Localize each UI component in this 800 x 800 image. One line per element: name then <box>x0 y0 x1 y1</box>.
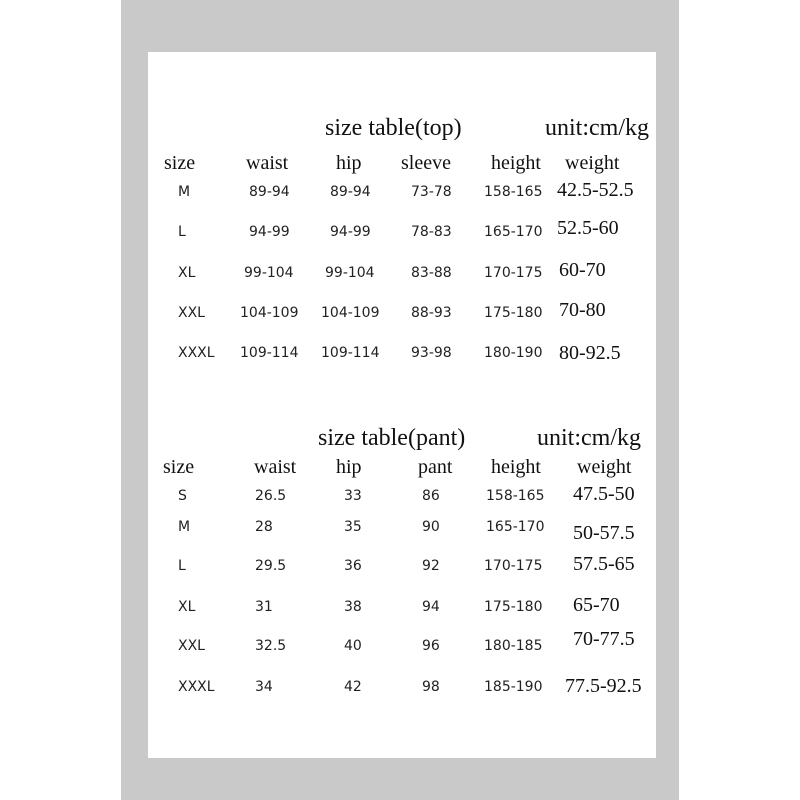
top-cell-size: XXL <box>178 305 205 321</box>
top-cell-size: XL <box>178 265 196 281</box>
pant-table-title: size table(pant) <box>318 425 466 451</box>
pant-cell-height: 175-180 <box>484 599 543 615</box>
pant-header-pant: pant <box>418 456 453 478</box>
top-cell-height: 175-180 <box>484 305 543 321</box>
top-cell-waist: 99-104 <box>244 265 294 281</box>
pant-header-weight: weight <box>577 456 632 478</box>
pant-cell-size: S <box>178 488 187 504</box>
pant-cell-weight: 77.5-92.5 <box>565 675 642 697</box>
pant-header-hip: hip <box>336 456 362 478</box>
pant-cell-hip: 42 <box>344 679 362 695</box>
top-header-weight: weight <box>565 152 620 174</box>
top-header-sleeve: sleeve <box>401 152 451 174</box>
pant-cell-weight: 50-57.5 <box>573 522 635 544</box>
top-header-waist: waist <box>246 152 289 174</box>
pant-cell-weight: 70-77.5 <box>573 628 635 650</box>
top-cell-weight: 52.5-60 <box>557 217 619 239</box>
pant-cell-waist: 28 <box>255 519 273 535</box>
pant-table-unit: unit:cm/kg <box>537 425 641 451</box>
pant-cell-size: L <box>178 558 186 574</box>
pant-header-size: size <box>163 456 195 478</box>
pant-cell-size: XL <box>178 599 196 615</box>
pant-cell-waist: 34 <box>255 679 273 695</box>
pant-cell-height: 170-175 <box>484 558 543 574</box>
pant-cell-hip: 40 <box>344 638 362 654</box>
top-cell-waist: 89-94 <box>249 184 290 200</box>
top-cell-hip: 109-114 <box>321 345 380 361</box>
top-cell-sleeve: 93-98 <box>411 345 452 361</box>
pant-cell-weight: 57.5-65 <box>573 553 635 575</box>
top-cell-weight: 70-80 <box>559 299 606 321</box>
top-cell-waist: 104-109 <box>240 305 299 321</box>
top-cell-size: M <box>178 184 191 200</box>
top-cell-height: 165-170 <box>484 224 543 240</box>
pant-cell-waist: 29.5 <box>255 558 287 574</box>
pant-cell-size: XXL <box>178 638 205 654</box>
pant-cell-height: 165-170 <box>486 519 545 535</box>
pant-cell-weight: 47.5-50 <box>573 483 635 505</box>
top-cell-hip: 99-104 <box>325 265 375 281</box>
pant-cell-pant: 86 <box>422 488 440 504</box>
pant-cell-size: XXXL <box>178 679 215 695</box>
top-header-height: height <box>491 152 541 174</box>
pant-cell-waist: 31 <box>255 599 273 615</box>
pant-cell-hip: 35 <box>344 519 362 535</box>
pant-header-waist: waist <box>254 456 297 478</box>
top-cell-sleeve: 88-93 <box>411 305 452 321</box>
pant-cell-hip: 36 <box>344 558 362 574</box>
pant-header-height: height <box>491 456 541 478</box>
pant-cell-pant: 94 <box>422 599 440 615</box>
top-cell-hip: 104-109 <box>321 305 380 321</box>
pant-cell-height: 158-165 <box>486 488 545 504</box>
pant-cell-height: 185-190 <box>484 679 543 695</box>
top-cell-height: 170-175 <box>484 265 543 281</box>
top-cell-height: 158-165 <box>484 184 543 200</box>
pant-cell-waist: 32.5 <box>255 638 287 654</box>
pant-cell-pant: 90 <box>422 519 440 535</box>
pant-cell-pant: 92 <box>422 558 440 574</box>
top-cell-height: 180-190 <box>484 345 543 361</box>
pant-cell-weight: 65-70 <box>573 594 620 616</box>
top-cell-hip: 94-99 <box>330 224 371 240</box>
top-cell-hip: 89-94 <box>330 184 371 200</box>
top-cell-waist: 94-99 <box>249 224 290 240</box>
top-cell-size: L <box>178 224 186 240</box>
pant-cell-waist: 26.5 <box>255 488 287 504</box>
pant-cell-hip: 33 <box>344 488 362 504</box>
pant-cell-hip: 38 <box>344 599 362 615</box>
top-cell-size: XXXL <box>178 345 215 361</box>
top-cell-weight: 42.5-52.5 <box>557 179 634 201</box>
pant-cell-pant: 96 <box>422 638 440 654</box>
pant-cell-pant: 98 <box>422 679 440 695</box>
top-cell-sleeve: 73-78 <box>411 184 452 200</box>
pant-cell-height: 180-185 <box>484 638 543 654</box>
top-cell-waist: 109-114 <box>240 345 299 361</box>
top-cell-sleeve: 83-88 <box>411 265 452 281</box>
top-cell-sleeve: 78-83 <box>411 224 452 240</box>
top-cell-weight: 80-92.5 <box>559 342 621 364</box>
top-header-hip: hip <box>336 152 362 174</box>
top-cell-weight: 60-70 <box>559 259 606 281</box>
top-table-unit: unit:cm/kg <box>545 115 649 141</box>
top-table-title: size table(top) <box>325 115 462 141</box>
top-header-size: size <box>164 152 196 174</box>
pant-cell-size: M <box>178 519 191 535</box>
